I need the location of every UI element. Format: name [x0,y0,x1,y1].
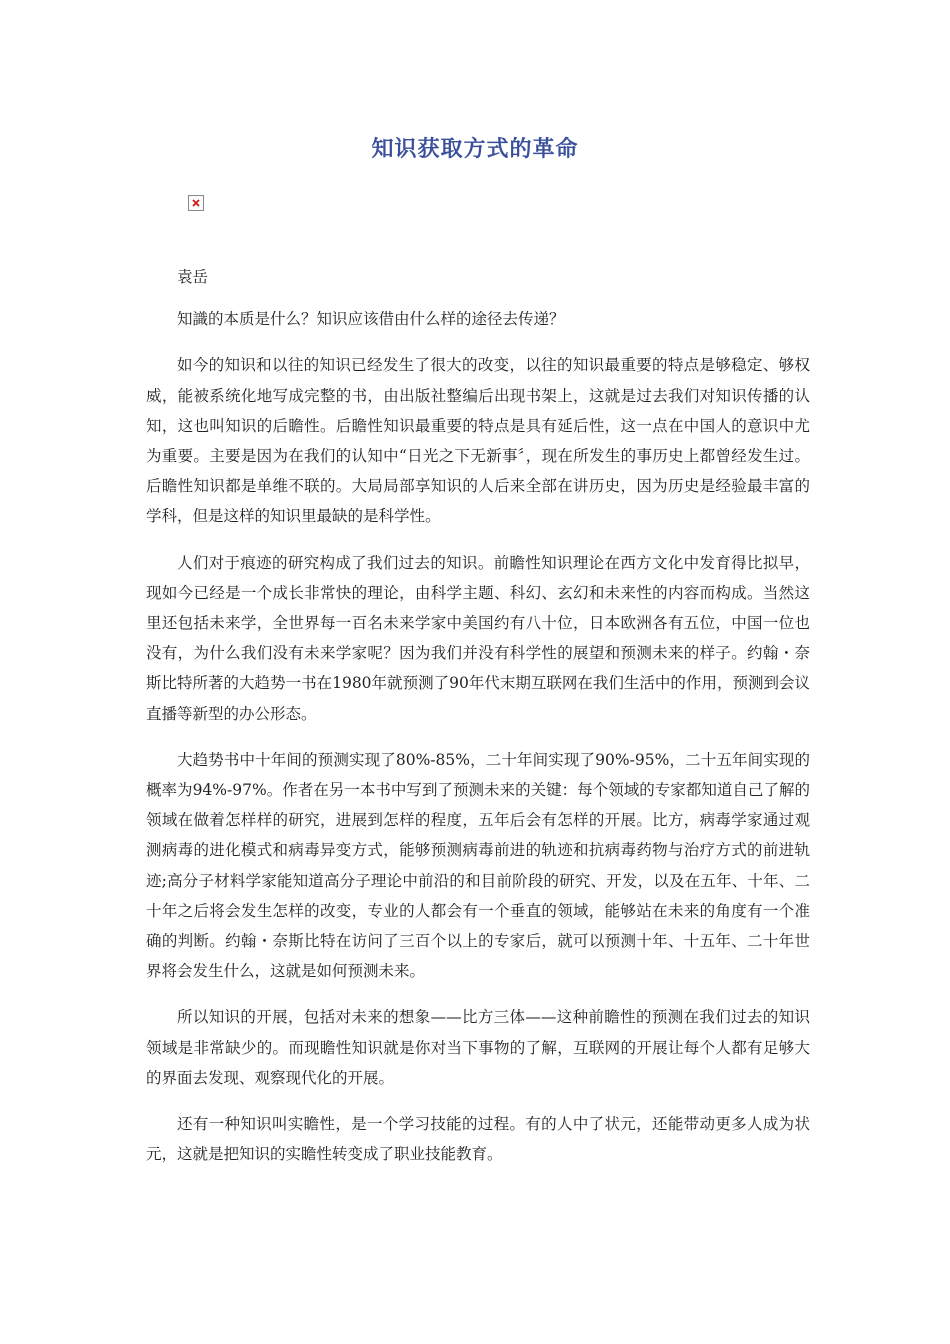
author-name: 袁岳 [177,268,209,286]
document-body [146,262,810,1185]
paragraph: 人们对于痕迹的研究构成了我们过去的知识。前瞻性知识理论在西方文化中发育得比拟早，现如今已经是一个成长非常快的理论，由科学主题、科幻、玄幻和未来性的内容而构成。当然这里还包括未来学，全世界每一百名未来学家中美国约有八十位，日本欧洲各有五位，中国一位也没有，为什么我们没有未来学家呢？因为我们并没有科学性的展望和预测未来的样子。约翰・奈斯比特所著的大趋势一书在1980年就预测了90年代末期互联网在我们生活中的作用，预测到会议直播等新型的办公形态。 [146,553,810,723]
paragraph: 知識的本质是什么？知识应该借由什么样的途径去传递？ [177,310,565,329]
paragraph: 还有一种知识叫实瞻性，是一个学习技能的过程。有的人中了状元，还能带动更多人成为状元，这就是把知识的实瞻性转变成了职业技能教育。 [146,1115,810,1164]
broken-image-icon [188,195,204,211]
paragraph: 所以知识的开展，包括对未来的想象——比方三体——这种前瞻性的预测在我们过去的知识领域是非常缺少的。而现瞻性知识就是你对当下事物的了解，互联网的开展让每个人都有足够大的界面去发现、观察现代化的开展。 [146,1008,810,1087]
paragraph: 大趋势书中十年间的预测实现了80%-85%，二十年间实现了90%-95%，二十五年间实现的概率为94%-97%。作者在另一本书中写到了预测未来的关键：每个领域的专家都知道自己了解的领域在做着怎样样的研究，进展到怎样的程度，五年后会有怎样的开展。比方，病毒学家通过观测病毒的进化模式和病毒异变方式，能够预测病毒前进的轨迹和抗病毒药物与治疗方式的前进轨迹;高分子材料学家能知道高分子理论中前沿的和目前阶段的研究、开发，以及在五年、十年、二十年之后将会发生怎样的改变，专业的人都会有一个垂直的领域，能够站在未来的角度有一个准确的判断。约翰・奈斯比特在访问了三百个以上的专家后，就可以预测十年、十五年、二十年世界将会发生什么，这就是如何预测未来。 [146,750,810,981]
document-title: 知识获取方式的革命 [371,137,579,162]
close-icon [192,199,200,207]
paragraph: 如今的知识和以往的知识已经发生了很大的改变，以往的知识最重要的特点是够稳定、够权威，能被系统化地写成完整的书，由出版社整编后出现书架上，这就是过去我们对知识传播的认知，这也叫知识的后瞻性。后瞻性知识最重要的特点是具有延后性，这一点在中国人的意识中尤为重要。主要是因为在我们的认知中“日光之下无新事〞，现在所发生的事历史上都曾经发生过。后瞻性知识都是单维不联的。大局局部享知识的人后来全部在讲历史，因为历史是经验最丰富的学科，但是这样的知识里最缺的是科学性。 [146,356,810,526]
